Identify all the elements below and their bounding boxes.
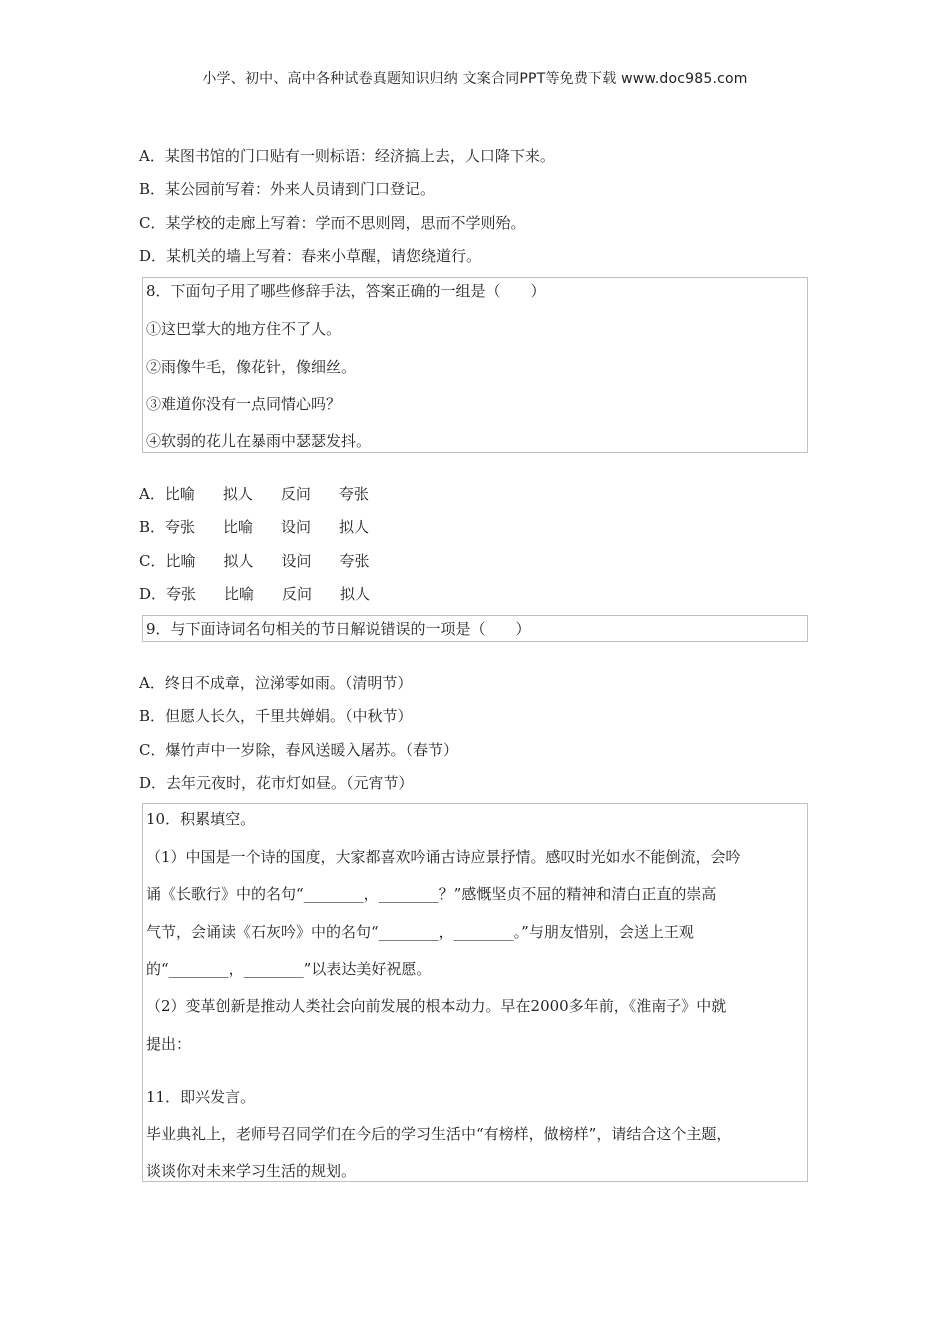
option-word: 夸张 [166,585,197,603]
q11-line-1: 毕业典礼上，老师号召同学们在今后的学习生活中“有榜样，做榜样”，请结合这个主题， [146,1125,732,1143]
q8-sentence-1: ①这巴掌大的地方住不了人。 [146,320,342,338]
q8-sentence-4: ④软弱的花儿在暴雨中瑟瑟发抖。 [146,432,372,450]
q8-stem: 8．下面句子用了哪些修辞手法，答案正确的一组是（ ） [146,282,546,300]
q9-option-b: B．但愿人长久，千里共婵娟。（中秋节） [139,707,413,725]
q10-line-4: 的“________，________”以表达美好祝愿。 [146,960,432,978]
option-word: 设问 [281,518,312,536]
option-letter: B． [139,518,166,536]
q10-q11-box [142,803,808,1182]
q8-box [142,277,808,453]
q8-sentence-3: ③难道你没有一点同情心吗？ [146,395,342,413]
option-word: 比喻 [224,585,255,603]
q7-option-c: C．某学校的走廊上写着：学而不思则罔，思而不学则殆。 [139,214,526,232]
page-header: 小学、初中、高中各种试卷真题知识归纳 文案合同PPT等免费下载 www.doc985.com [202,71,748,87]
q9-option-c: C．爆竹声中一岁除，春风送暖入屠苏。（春节） [139,741,458,759]
q8-option-b [139,517,397,537]
q10-line-3: 气节，会诵读《石灰吟》中的名句“________，________。”与朋友惜别，会送上王观 [146,923,694,941]
q10-line-1: （1）中国是一个诗的国度，大家都喜欢吟诵古诗应景抒情。感叹时光如水不能倒流，会吟 [146,848,741,866]
option-letter: D． [139,585,167,603]
q11-line-2: 谈谈你对未来学习生活的规划。 [146,1162,357,1180]
option-word: 夸张 [339,552,370,570]
option-word: 拟人 [222,485,253,503]
option-word: 夸张 [338,485,369,503]
q9-stem: 9．与下面诗词名句相关的节日解说错误的一项是（ ） [146,620,531,638]
q9-box [142,615,808,642]
option-letter: C． [139,552,166,570]
q10-line-6: 提出： [146,1035,192,1053]
option-letter: A． [139,485,165,503]
q8-option-c [139,551,397,571]
q11-title: 11．即兴发言。 [146,1088,256,1106]
q10-line-5: （2）变革创新是推动人类社会向前发展的根本动力。早在2000多年前，《淮南子》中就 [146,997,727,1015]
option-word: 反问 [280,485,311,503]
q10-title: 10．积累填空。 [146,810,256,828]
q9-option-d: D．去年元夜时，花市灯如昼。（元宵节） [139,774,414,792]
q7-option-a: A．某图书馆的门口贴有一则标语：经济搞上去，人口降下来。 [139,147,555,165]
q8-sentence-2: ②雨像牛毛，像花针，像细丝。 [146,358,357,376]
option-word: 比喻 [164,485,195,503]
q10-line-2: 诵《长歌行》中的名句“________，________？”感慨坚贞不屈的精神和清白正直的崇高 [146,885,717,903]
option-word: 设问 [281,552,312,570]
option-word: 拟人 [339,518,370,536]
option-word: 夸张 [165,518,196,536]
option-word: 比喻 [223,518,254,536]
option-word: 拟人 [340,585,371,603]
option-word: 比喻 [165,552,196,570]
q8-option-a [139,484,397,504]
q8-option-d [139,584,398,604]
q7-option-b: B．某公园前写着：外来人员请到门口登记。 [139,180,436,198]
q9-option-a: A．终日不成章，泣涕零如雨。（清明节） [139,674,413,692]
q7-option-d: D．某机关的墙上写着：春来小草醒，请您绕道行。 [139,247,482,265]
option-word: 反问 [282,585,313,603]
option-word: 拟人 [223,552,254,570]
